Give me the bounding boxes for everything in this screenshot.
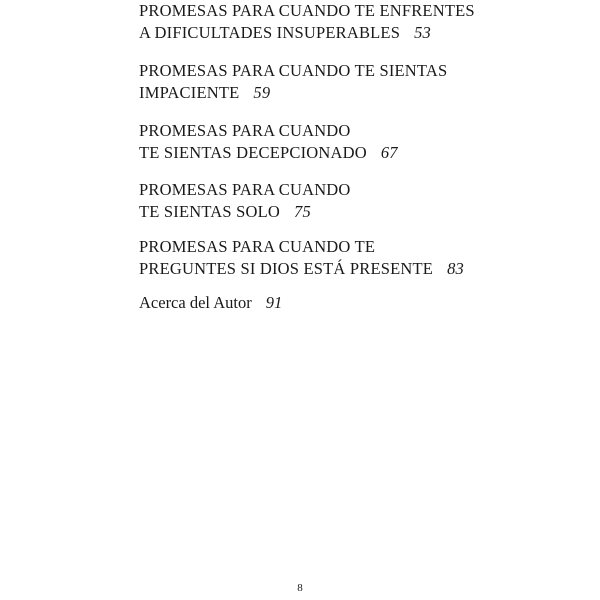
toc-entry-title-line-last: [139, 82, 579, 104]
toc-entry-title-line: PROMESAS PARA CUANDO TE: [139, 237, 376, 256]
toc-entry: [139, 0, 579, 44]
toc-entry-title-line: PROMESAS PARA CUANDO: [139, 121, 351, 140]
toc-page-number: 67: [380, 143, 398, 162]
toc-entry-title-text: PREGUNTES SI DIOS ESTÁ PRESENTE: [139, 259, 434, 278]
toc-page-number: 75: [294, 202, 311, 221]
toc-entry-title-line: PROMESAS PARA CUANDO: [139, 180, 351, 199]
toc-entry-title-text: Acerca del Autor: [139, 293, 252, 312]
toc-entry-title-text: A DIFICULTADES INSUPERABLES: [139, 23, 401, 42]
toc-entry-title-line: PROMESAS PARA CUANDO TE SIENTAS: [139, 61, 448, 80]
toc-entry-title-text: TE SIENTAS DECEPCIONADO: [139, 143, 367, 162]
toc-entry: [139, 120, 579, 164]
toc-entry-title-text: TE SIENTAS SOLO: [139, 202, 281, 221]
toc-page-number: 83: [447, 259, 464, 278]
toc-entry-title-text: IMPACIENTE: [139, 83, 240, 102]
toc-entry-title-line-last: [139, 258, 579, 280]
page-number-footer: 8: [297, 582, 303, 594]
toc-entry-title-line-last: [139, 201, 579, 223]
toc-page-number: 53: [414, 23, 431, 42]
toc-entry-title-line: PROMESAS PARA CUANDO TE ENFRENTES: [139, 1, 475, 20]
toc-entry: [139, 236, 579, 280]
toc-page-number: 59: [253, 83, 271, 102]
toc-entry-title-line-last: [139, 292, 579, 314]
toc-page-number: 91: [265, 293, 283, 312]
toc-entry: [139, 60, 579, 104]
toc-entry: [139, 179, 579, 223]
toc-entry-title-line-last: [139, 22, 579, 44]
toc-entry: [139, 292, 579, 314]
toc-entry-title-line-last: [139, 142, 579, 164]
